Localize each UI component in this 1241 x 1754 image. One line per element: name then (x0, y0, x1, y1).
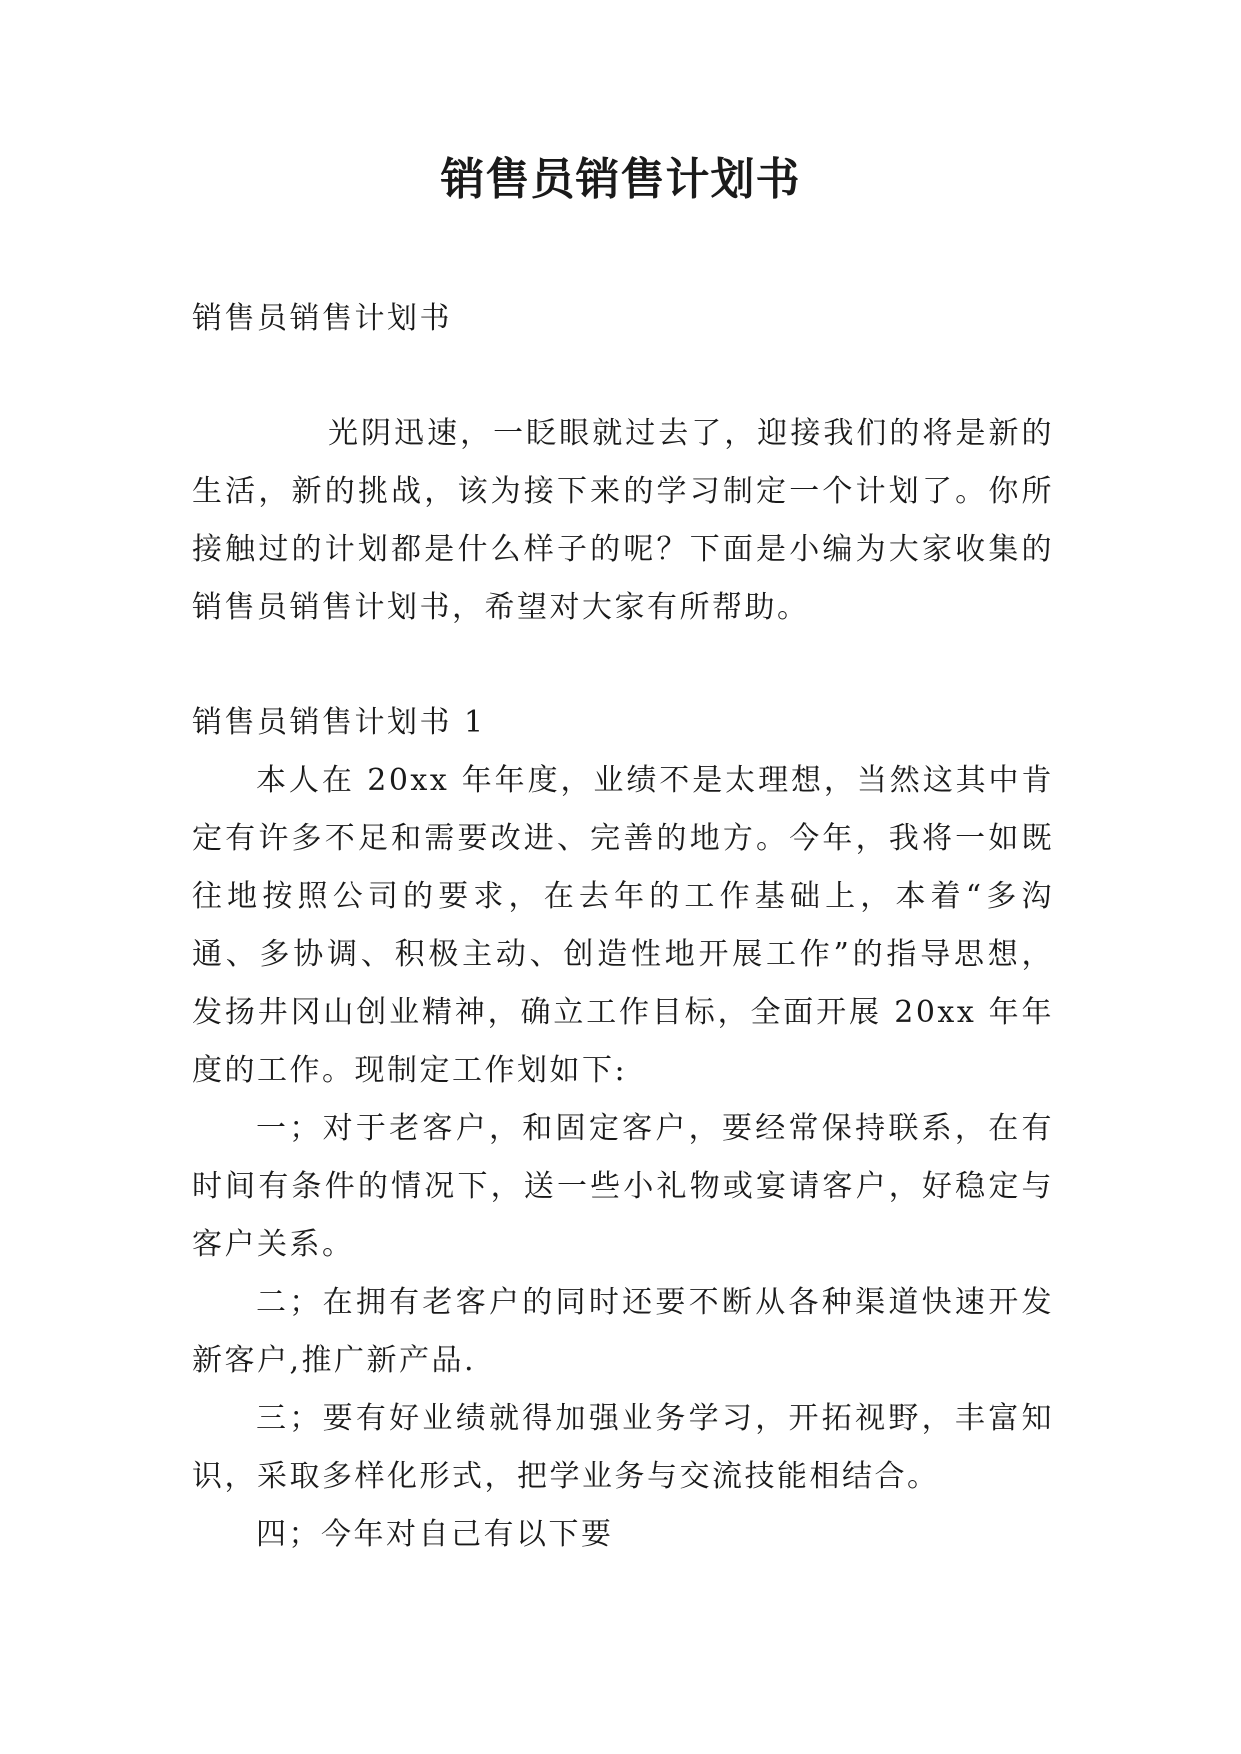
body-paragraph-5: 四；今年对自己有以下要 (256, 1517, 614, 1552)
section-title: 销售员销售计划书 1 (192, 705, 486, 740)
body-paragraph-3: 二；在拥有老客户的同时还要不断从各种渠道快速开发新客户,推广新产品. (192, 1285, 1054, 1378)
body-paragraph-4: 三；要有好业绩就得加强业务学习，开拓视野，丰富知识，采取多样化形式，把学业务与交流技能相结合。 (192, 1401, 1054, 1494)
intro-paragraph: 光阴迅速，一眨眼就过去了，迎接我们的将是新的生活，新的挑战，该为接下来的学习制定一个计划了。你所接触过的计划都是什么样子的呢？下面是小编为大家收集的销售员销售计划书，希望对大家有所帮助。 (192, 416, 1054, 625)
document-title: 销售员销售计划书 (440, 154, 801, 205)
document-body (192, 290, 1054, 1564)
body-paragraph-1: 本人在 20xx 年年度，业绩不是太理想，当然这其中肯定有许多不足和需要改进、完善的地方。今年，我将一如既往地按照公司的要求，在去年的工作基础上，本着“多沟通、多协调、积极主动、创造性地开展工作”的指导思想，发扬井冈山创业精神，确立工作目标，全面开展 20xx 年年度的工作。现制定工作划如下: (192, 763, 1054, 1088)
document-subtitle: 销售员销售计划书 (192, 301, 452, 336)
body-paragraph-2: 一；对于老客户，和固定客户，要经常保持联系，在有时间有条件的情况下，送一些小礼物或宴请客户，好稳定与客户关系。 (192, 1111, 1054, 1262)
